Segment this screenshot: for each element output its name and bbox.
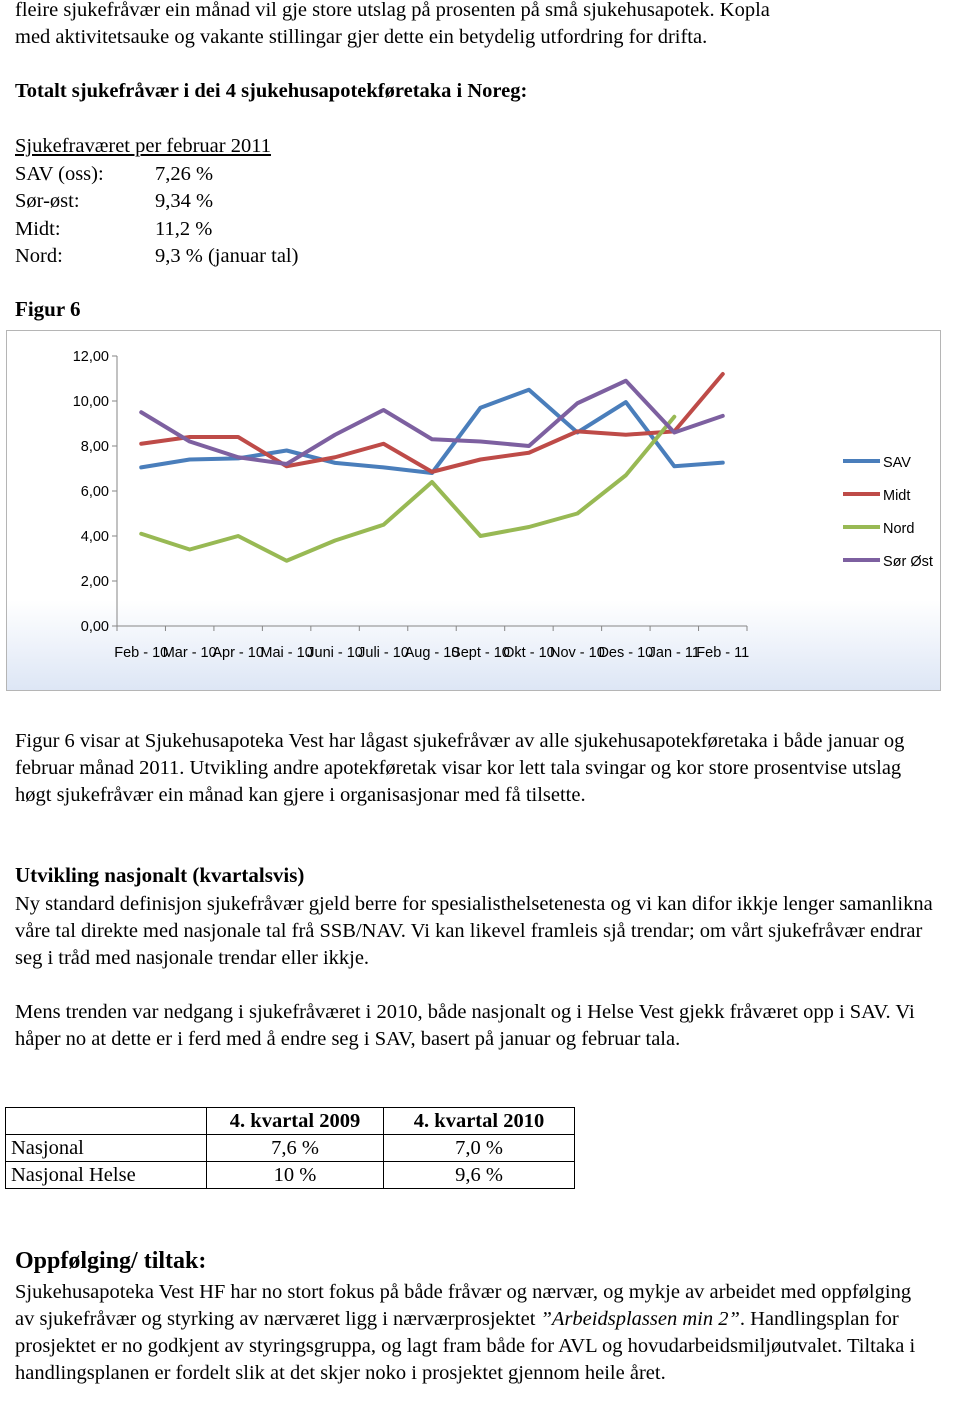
series-line-sør-øst: [141, 381, 723, 464]
legend-label: Nord: [883, 521, 915, 537]
stats-row: [15, 161, 298, 189]
legend-label: Sør Øst: [883, 554, 933, 570]
x-tick-label: Okt - 10: [503, 645, 555, 661]
table-cell: 7,6 %: [207, 1135, 384, 1162]
table-row: [6, 1135, 575, 1162]
followup-heading: Oppfølging/ tiltak:: [15, 1248, 207, 1274]
table-header-cell: 4. kvartal 2009: [207, 1108, 384, 1135]
line-chart: [6, 330, 941, 691]
x-tick-label: Mai - 10: [260, 645, 313, 661]
table-header-row: [6, 1108, 575, 1135]
legend-label: Midt: [883, 488, 911, 504]
x-tick-label: Des - 10: [598, 645, 654, 661]
x-tick-label: Sept - 10: [451, 645, 510, 661]
x-tick-label: Juni - 10: [307, 645, 363, 661]
x-tick-label: Apr - 10: [212, 645, 264, 661]
x-tick-label: Feb - 10: [114, 645, 169, 661]
sick-leave-stats: [15, 133, 298, 271]
national-comparison-table: [5, 1107, 575, 1189]
intro-line: med aktivitetsauke og vakante stillingar gjer dette ein betydelig utfordring for drifta.: [15, 26, 708, 48]
stats-value: 11,2 %: [155, 217, 213, 240]
x-tick-label: Jan - 11: [648, 645, 700, 661]
x-tick-label: Feb - 11: [696, 645, 750, 661]
x-tick-label: Nov - 10: [549, 645, 605, 661]
y-tick-label: 6,00: [80, 484, 109, 500]
stats-value: 9,34 %: [155, 190, 214, 212]
national-trend-paragraph: Ny standard definisjon sjukefråvær gjeld berre for spesialisthelsetenesta og vi kan difor ikkje lenger samanlikna våre tal direkte med nasjonale tal frå SSB/NAV. Vi kan likevel framleis sjå trendar; om vårt sjukefråvær endrar seg i tråd med nasjonale trendar eller ikkje.: [15, 893, 933, 969]
followup-paragraph: [15, 1279, 935, 1387]
stats-title: Sjukefraværet per februar 2011: [15, 135, 271, 157]
followup-text-after: . Handlingsplan for prosjektet er no godkjent av styringsgruppa, og lagt fram både for AVL og hovudarbeidsmiljøutvalet. Tiltaka i handlingsplanen er fordelt slik at det skjer noko i prosjektet gjennom heile året.: [15, 1308, 916, 1384]
figure-description-paragraph: Figur 6 visar at Sjukehusapoteka Vest har lågast sjukefråvær av alle sjukehusapotekføretaka i både januar og februar månad 2011. Utvikling andre apotekføretak visar kor lett tala svingar og kor store prosentvise utslag høgt sjukefråvær ein månad kan gjere i organisasjonar med få tilsette.: [15, 730, 905, 806]
y-tick-label: 8,00: [80, 439, 109, 455]
trend-paragraph: Mens trenden var nedgang i sjukefråværet i 2010, både nasjonalt og i Helse Vest gjekk fråværet opp i SAV. Vi håper no at dette er i ferd med å endre seg i SAV, basert på januar og februar tala.: [15, 1001, 915, 1050]
x-tick-label: Mar - 10: [162, 645, 217, 661]
y-tick-label: 2,00: [80, 574, 109, 590]
followup-text-before: Sjukehusapoteka Vest HF har no stort fokus på både fråvær og nærvær, og mykje av arbeidet med oppfølging av sjukefråvær og styrking av nærværet ligg i nærværprosjektet: [15, 1281, 912, 1330]
intro-line: fleire sjukefråvær ein månad vil gje store utslag på prosenten på små sjukehusapotek. Kopla: [15, 0, 770, 21]
national-trend-heading: Utvikling nasjonalt (kvartalsvis): [15, 863, 305, 887]
stats-row: [15, 216, 298, 244]
table-header-cell: 4. kvartal 2010: [384, 1108, 575, 1135]
stats-label: Midt:: [15, 217, 61, 240]
stats-label: Nord:: [15, 245, 63, 267]
stats-value: 9,3 % (januar tal): [155, 245, 299, 267]
x-tick-label: Aug - 10: [404, 645, 460, 661]
chart-canvas: [7, 331, 940, 690]
stats-row: [15, 188, 298, 216]
legend-label: SAV: [883, 455, 911, 471]
project-name: ”Arbeidsplassen min 2”: [540, 1308, 740, 1330]
stats-row: [15, 243, 298, 271]
figure-label: Figur 6: [15, 297, 81, 321]
table-cell: 9,6 %: [384, 1162, 575, 1189]
table-row: [6, 1162, 575, 1189]
total-sick-leave-heading: Totalt sjukefråvær i dei 4 sjukehusapotekføretaka i Noreg:: [15, 80, 528, 102]
x-tick-label: Juli - 10: [358, 645, 409, 661]
stats-label: SAV (oss):: [15, 162, 104, 185]
stats-value: 7,26 %: [155, 162, 214, 185]
table-cell: 10 %: [207, 1162, 384, 1189]
y-tick-label: 4,00: [80, 529, 109, 545]
table-header-cell: [6, 1108, 207, 1135]
y-tick-label: 0,00: [80, 619, 109, 635]
intro-paragraph: [15, 0, 770, 51]
table-cell: 7,0 %: [384, 1135, 575, 1162]
y-tick-label: 12,00: [72, 349, 109, 365]
table-cell: Nasjonal Helse: [6, 1162, 207, 1189]
y-tick-label: 10,00: [72, 394, 109, 410]
table-cell: Nasjonal: [6, 1135, 207, 1162]
stats-label: Sør-øst:: [15, 190, 80, 212]
